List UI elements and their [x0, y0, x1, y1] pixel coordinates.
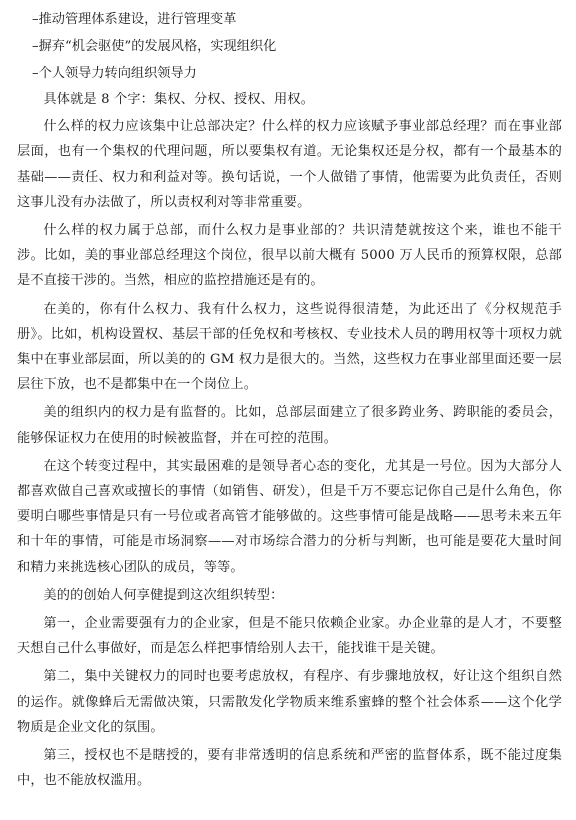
paragraph: 在这个转变过程中，其实最困难的是领导者心态的变化，尤其是一号位。因为大部分人都喜欢做自己喜欢或擅长的事情（如销售、研发），但是千万不要忘记你自己是什么角色，你要明白哪些事情是只有一号位或者高管才能够做的。这些事情可能是战略——思考未来五年和十年的事情，可能是市场洞察——对市场综合潜力的分析与判断，也可能是要花大量时间和精力来挑选核心团队的成员，等等。: [17, 458, 562, 575]
bullet-list: [17, 6, 562, 87]
paragraph: 美的组织内的权力是有监督的。比如，总部层面建立了很多跨业务、跨职能的委员会，能够保证权力在使用的时候被监督，并在可控的范围。: [17, 405, 562, 446]
paragraph: 什么样的权力属于总部，而什么权力是事业部的？共识清楚就按这个来，谁也不能干涉。比如，美的事业部总经理这个岗位，很早以前大概有 5000 万人民币的预算权限，总部是不直接干涉的。当然，相应的监控措施还是有的。: [17, 223, 562, 289]
body-text: [17, 87, 562, 793]
paragraph: 第二，集中关键权力的同时也要考虑放权，有程序、有步骤地放权，好让这个组织自然的运作。就像蜂后无需做决策，只需散发化学物质来维系蜜蜂的整个社会体系——这个化学物质是企业文化的氛围。: [17, 669, 562, 735]
paragraph: 具体就是 8 个字：集权、分权、授权、用权。: [43, 92, 315, 107]
bullet-item: –推动管理体系建设，进行管理变革: [32, 12, 237, 27]
paragraph: 在美的，你有什么权力、我有什么权力，这些说得很清楚，为此还出了《分权规范手册》。比如，机构设置权、基层干部的任免权和考核权、专业技术人员的聘用权等十项权力就集中在事业部层面，所以美的的 GM 权力是很大的。当然，这些权力在事业部里面还要一层层往下放，也不是都集中在一个岗位上。: [17, 301, 562, 393]
bullet-item: –个人领导力转向组织领导力: [32, 66, 197, 81]
paragraph: 第一，企业需要强有力的企业家，但是不能只依赖企业家。办企业靠的是人才，不要整天想自己什么事做好，而是怎么样把事情给别人去干，能找谁干是关键。: [17, 616, 562, 657]
bullet-item: –摒弃“机会驱使”的发展风格，实现组织化: [32, 39, 277, 54]
paragraph: 第三，授权也不是瞎授的，要有非常透明的信息系统和严密的监督体系，既不能过度集中，也不能放权滥用。: [17, 748, 562, 789]
paragraph: 什么样的权力应该集中让总部决定？什么样的权力应该赋予事业部总经理？而在事业部层面，也有一个集权的代理问题，所以要集权有道。无论集权还是分权，都有一个最基本的基础——责任、权力和利益对等。换句话说，一个人做错了事情，他需要为此负责任，否则这事儿没有办法做了，所以责权利对等非常重要。: [17, 119, 562, 210]
paragraph: 美的的创始人何享健提到这次组织转型：: [43, 587, 284, 603]
